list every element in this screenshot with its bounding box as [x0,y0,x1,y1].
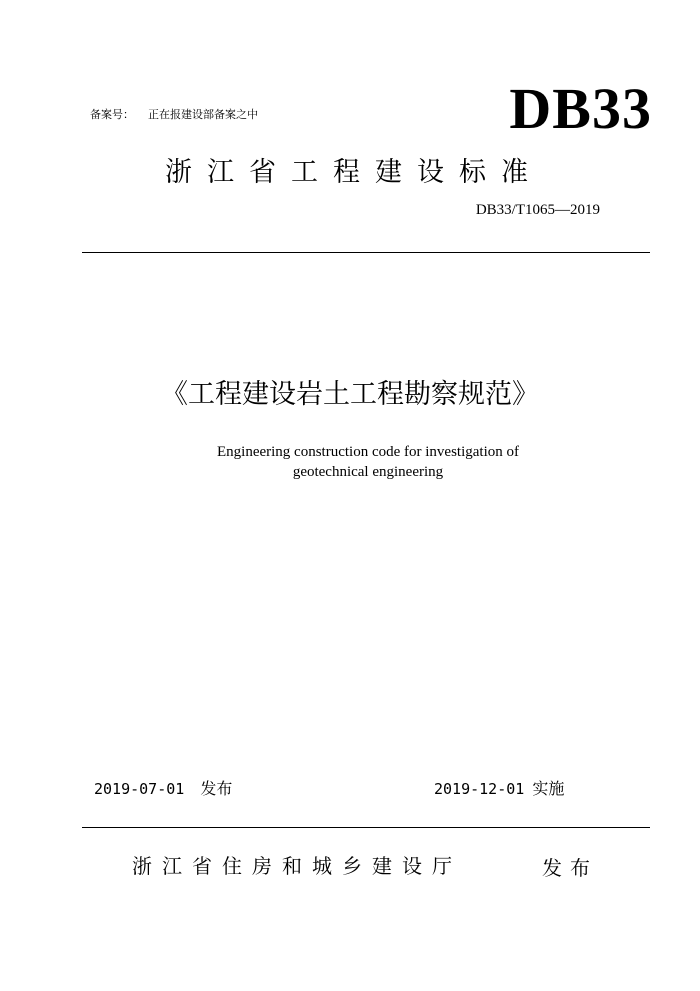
standard-code-prefix: DB33 [509,76,652,141]
standard-number: DB33/T1065—2019 [475,202,600,218]
publish-date-block [94,776,232,799]
publisher-action: 发布 [542,856,598,880]
title-en-line-1: Engineering construction code for investigation of [217,444,519,460]
effective-date: 2019-12-01 [434,780,525,798]
standard-category-title: 浙江省工程建设标准 [165,157,543,188]
publisher-name: 浙江省住房和城乡建设厅 [132,854,462,878]
bottom-divider [82,827,650,828]
effective-date-block [434,776,564,799]
record-number [90,106,258,122]
effective-label: 实施 [532,779,565,798]
document-title-en [0,442,700,482]
title-en-line-2: geotechnical engineering [292,464,444,480]
record-label: 备案号： [90,108,134,121]
publish-date: 2019-07-01 [94,780,185,798]
top-divider [82,252,650,253]
publish-label: 发布 [200,779,233,798]
record-value: 正在报建设部备案之中 [148,108,258,121]
document-title-zh: 《工程建设岩土工程勘察规范》 [161,379,539,410]
